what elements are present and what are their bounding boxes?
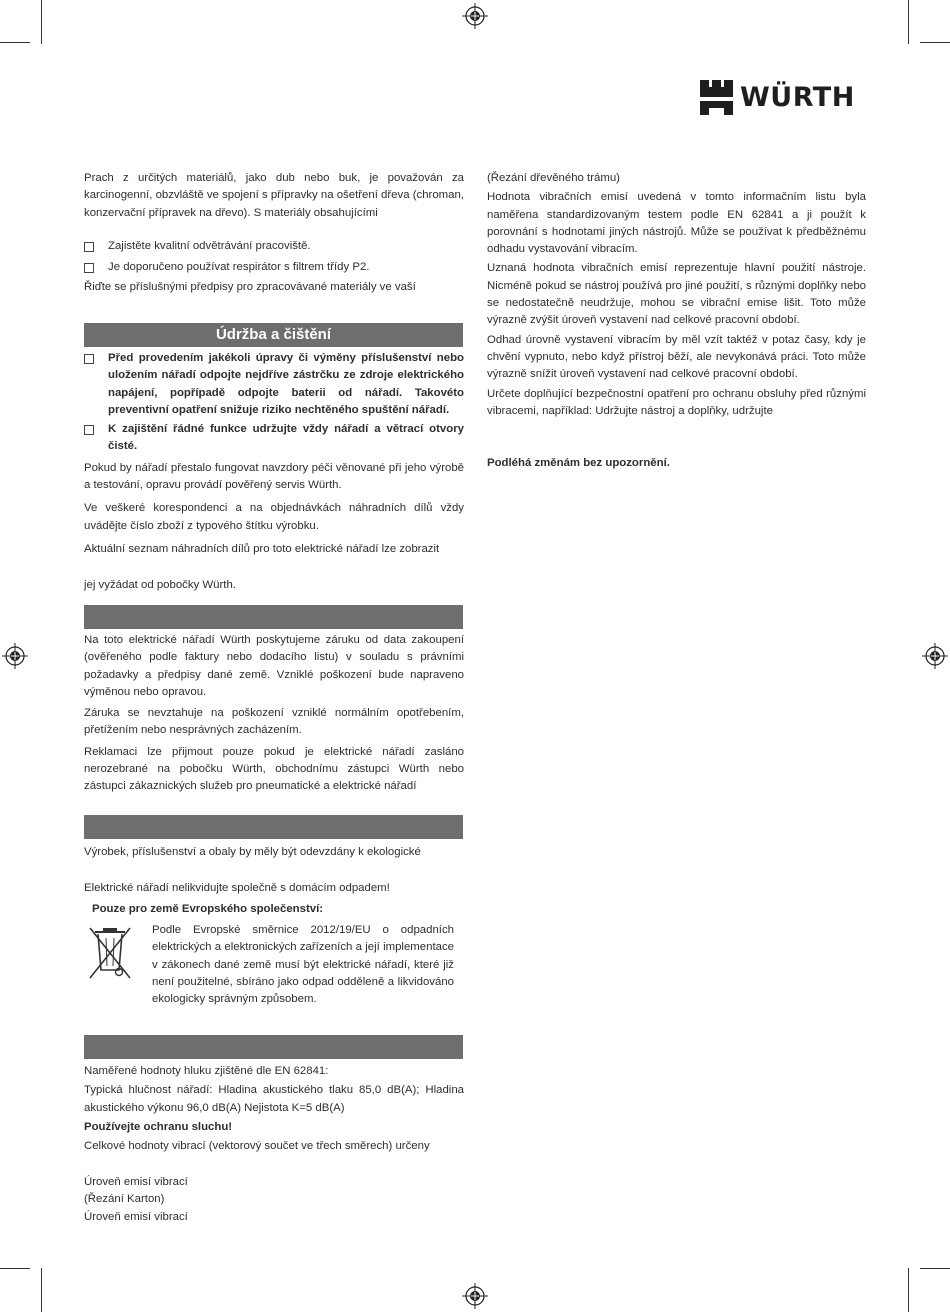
crop-mark bbox=[908, 1268, 909, 1312]
vibration-paragraph: Určete doplňující bezpečnostní opatření pro ochranu obsluhy před různými vibracemi, například: Udržujte nástroj a doplňky, udržujte bbox=[487, 387, 866, 417]
maintenance-paragraph: jej vyžádat od pobočky Würth. bbox=[84, 579, 236, 591]
weee-text: Podle Evropské směrnice 2012/19/EU o odpadních elektrických a elektronických zařízeních a její implementace v zákonech dané země musí být elektrické nářadí, které již není použitelné, sbíráno jako odpad odděleně a likvidováno ekologicky správným způsobem. bbox=[152, 924, 454, 1006]
intro-section bbox=[84, 170, 464, 224]
warranty-paragraph: Reklamaci lze přijmout pouze pokud je elektrické nářadí zasláno nerozebrané na pobočku Würth, obchodnímu zástupci Würth nebo zástupci zákaznických služeb pro pneumatické a elektrické nářadí bbox=[84, 745, 464, 793]
vibration-line: Úroveň emisí vibrací bbox=[84, 1210, 188, 1223]
noise-paragraph: Naměřené hodnoty hluku zjištěné dle EN 62841: bbox=[84, 1065, 329, 1077]
checkbox-icon bbox=[84, 263, 94, 273]
crop-mark bbox=[920, 42, 950, 43]
section-heading-maintenance: Údržba a čištění bbox=[84, 323, 463, 347]
maintenance-paragraph: Pokud by nářadí přestalo fungovat navzdory péči věnované při jeho výrobě a testování, opravu provádí pověřený servis Würth. bbox=[84, 461, 464, 492]
vibration-line: (Řezání dřevěného trámu) bbox=[487, 172, 620, 184]
disposal-paragraph: Elektrické nářadí nelikvidujte společně s domácím odpadem! bbox=[84, 882, 390, 894]
checkbox-icon bbox=[84, 354, 94, 364]
vibration-line: (Řezání Karton) bbox=[84, 1193, 165, 1206]
logo-wordmark: WÜRTH bbox=[740, 82, 855, 113]
intro-paragraph: Řiďte se příslušnými předpisy pro zpracovávané materiály ve vaší bbox=[84, 281, 416, 293]
section-heading-noise bbox=[84, 1035, 463, 1059]
crop-mark bbox=[0, 1268, 30, 1269]
maintenance-section bbox=[84, 350, 464, 560]
vibration-section bbox=[487, 170, 866, 422]
maintenance-paragraph: Ve veškeré korespondenci a na objednávkách náhradních dílů vždy uvádějte číslo zboží z typového štítku výrobku. bbox=[84, 502, 464, 532]
vibration-paragraph: Hodnota vibračních emisí uvedená v tomto informačním listu byla naměřena standardizovaným testem podle EN 62841 a ji použít k porovnání s hodnotami jiných nástrojů. Může se používat k předběžnému odhadu vystavování vibracím. bbox=[487, 191, 866, 256]
checkbox-icon bbox=[84, 242, 94, 252]
crop-mark bbox=[920, 1268, 950, 1269]
vibration-paragraph: Uznaná hodnota vibračních emisí reprezentuje hlavní použití nástroje. Nicméně pokud se nástroj používá pro jiné použití, s různými doplňky nebo se nedostatečně neudržuje, mohou se vibrační emise lišit. Toto může výrazně zvýšit úroveň vystavení nad celkové pracovní období. bbox=[487, 262, 866, 327]
intro-bullet: Je doporučeno používat respirátor s filtrem třídy P2. bbox=[84, 259, 464, 276]
checkbox-icon bbox=[84, 425, 94, 435]
eu-heading: Pouze pro země Evropského společenství: bbox=[92, 903, 324, 915]
crossed-bin-icon bbox=[86, 924, 134, 982]
registration-mark-icon bbox=[462, 1283, 488, 1309]
intro-bullet: Zajistěte kvalitní odvětrávání pracoviště. bbox=[84, 238, 464, 255]
intro-paragraph: Prach z určitých materiálů, jako dub nebo buk, je považován za karcinogenní, obzvláště ve spojení s přípravky na ošetření dřeva (chroman, konzervační přípravek na dřevo). S materiály obsahujícími bbox=[84, 172, 464, 219]
crop-mark bbox=[41, 0, 42, 44]
noise-paragraph: Používejte ochranu sluchu! bbox=[84, 1120, 233, 1133]
change-notice: Podléhá změnám bez upozornění. bbox=[487, 457, 670, 469]
wurth-logo bbox=[700, 80, 868, 116]
wurth-logo-icon bbox=[700, 80, 733, 115]
noise-paragraph: Celkové hodnoty vibrací (vektorový součet ve třech směrech) určeny bbox=[84, 1140, 430, 1153]
crop-mark bbox=[41, 1268, 42, 1312]
warranty-paragraph: Záruka se nevztahuje na poškození vzniklé normálním opotřebením, přetížením nebo nesprávných zacházením. bbox=[84, 707, 464, 737]
crop-mark bbox=[908, 0, 909, 44]
vibration-line: Úroveň emisí vibrací bbox=[84, 1176, 188, 1188]
maintenance-bullet: Před provedením jakékoli úpravy či výměny příslušenství nebo uložením nářadí odpojte nejdříve zástrčku ze zdroje elektrického napájení, popřípadě odpojte baterii od nářadí. Takovéto preventivní opatření snižuje riziko nechtěného spuštění nářadí. bbox=[108, 352, 464, 416]
registration-mark-icon bbox=[2, 643, 28, 669]
vibration-lines bbox=[84, 1174, 464, 1226]
disposal-paragraph: Výrobek, příslušenství a obaly by měly být odevzdány k ekologické bbox=[84, 846, 421, 858]
crop-mark bbox=[0, 42, 30, 43]
maintenance-paragraph: Aktuální seznam náhradních dílů pro toto elektrické nářadí lze zobrazit bbox=[84, 542, 440, 555]
registration-mark-icon bbox=[462, 3, 488, 29]
maintenance-bullet: K zajištění řádné funkce udržujte vždy nářadí a větrací otvory čisté. bbox=[108, 423, 464, 453]
section-heading-warranty bbox=[84, 605, 463, 629]
noise-section bbox=[84, 1063, 464, 1157]
warranty-paragraph: Na toto elektrické nářadí Würth poskytujeme záruku od data zakoupení (ověřeného podle faktury nebo dodacího listu) v souladu s právními požadavky a předpisy dané země. Vzniklé poškození bude napraveno výměnou nebo opravou. bbox=[84, 634, 464, 698]
noise-paragraph: Typická hlučnost nářadí: Hladina akustického tlaku 85,0 dB(A); Hladina akustického výkonu 96,0 dB(A) Nejistota K=5 dB(A) bbox=[84, 1084, 464, 1114]
section-heading-disposal bbox=[84, 815, 463, 839]
registration-mark-icon bbox=[922, 643, 948, 669]
warranty-section bbox=[84, 632, 464, 798]
vibration-paragraph: Odhad úrovně vystavení vibracím by měl vzít taktéž v potaz časy, kdy je chvění vypnuto, nebo když přístroj běží, ale nevykonává práci. Toto může výrazně snížit úroveň vystavení nad celkové pracovní období. bbox=[487, 333, 866, 381]
